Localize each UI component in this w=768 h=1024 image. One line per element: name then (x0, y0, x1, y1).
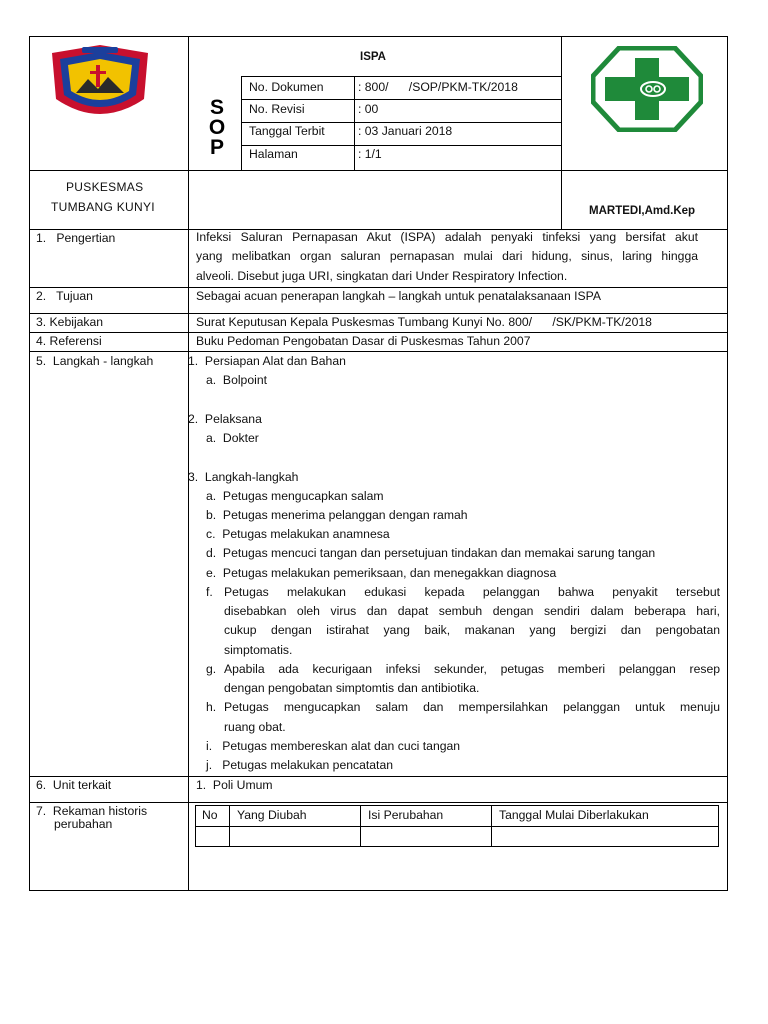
unit-text: 1. Poli Umum (196, 778, 273, 792)
field-grid-line (241, 76, 242, 171)
table-line (718, 805, 719, 847)
table-header-isi-perubahan: Isi Perubahan (368, 808, 444, 822)
step-h-line-1: Petugas mengucapkan salam dan mempersilahkan pelanggan untuk menuju (224, 700, 720, 714)
column-divider (188, 36, 189, 891)
langkah-group-2-title: 2. Pelaksana (188, 412, 262, 426)
border-top (29, 36, 728, 37)
regency-emblem-icon (46, 43, 154, 125)
langkah-group-3-title: 3. Langkah-langkah (188, 470, 299, 484)
svg-text:O: O (208, 116, 226, 139)
border-right (727, 36, 728, 891)
field-value-tanggal-terbit: : 03 Januari 2018 (358, 124, 453, 138)
step-f-line-3: cukup dengan istirahat yang baik, makanan yang bergizi dan pengobatan (224, 623, 720, 637)
step-f-marker: f. (206, 585, 213, 599)
field-value-no-dokumen: : 800/ /SOP/PKM-TK/2018 (358, 80, 518, 94)
table-line (229, 805, 230, 847)
section-label-rekaman-2: perubahan (54, 817, 113, 831)
field-label-no-dokumen: No. Dokumen (249, 80, 324, 94)
langkah-group-2-item: a. Dokter (206, 431, 259, 445)
step-f-line-1: Petugas melakukan edukasi kepada pelanggan bahwa penyakit tersebut (224, 585, 720, 599)
step-f-line-4: simptomatis. (224, 643, 293, 657)
row-line (29, 776, 728, 777)
pengertian-line-1: Infeksi Saluran Pernapasan Akut (ISPA) adalah penyaki tinfeksi yang bersifat akut (196, 230, 698, 244)
step-a: a. Petugas mengucapkan salam (206, 489, 384, 503)
step-g-marker: g. (206, 662, 217, 676)
field-value-halaman: : 1/1 (358, 147, 382, 161)
table-header-tanggal: Tanggal Mulai Diberlakukan (499, 808, 649, 822)
org-name-line1: PUSKESMAS (66, 180, 144, 194)
step-j: j. Petugas melakukan pencatatan (206, 758, 393, 772)
step-h-line-2: ruang obat. (224, 720, 286, 734)
field-grid-line (241, 122, 561, 123)
row-line (29, 802, 728, 803)
document-title: ISPA (360, 51, 386, 63)
section-label-kebijakan: 3. Kebijakan (36, 315, 104, 329)
table-header-no: No (202, 808, 218, 822)
header-row-line (29, 170, 728, 171)
row-line (29, 313, 728, 314)
svg-text:S: S (209, 98, 225, 119)
section-label-tujuan: 2. Tujuan (36, 289, 93, 303)
step-d: d. Petugas mencuci tangan dan persetujuan tindakan dan memakai sarung tangan (206, 546, 656, 560)
field-value-no-revisi: : 00 (358, 102, 379, 116)
signatory-name: MARTEDI,Amd.Kep (589, 205, 696, 217)
table-header-yang-diubah: Yang Diubah (237, 808, 307, 822)
step-c: c. Petugas melakukan anamnesa (206, 527, 390, 541)
kebijakan-text: Surat Keputusan Kepala Puskesmas Tumbang Kunyi No. 800/ /SK/PKM-TK/2018 (196, 315, 652, 329)
step-b: b. Petugas menerima pelanggan dengan ramah (206, 508, 468, 522)
step-h-marker: h. (206, 700, 217, 714)
row-line (29, 332, 728, 333)
table-line (195, 846, 719, 847)
section-label-langkah: 5. Langkah - langkah (36, 354, 154, 368)
table-line (360, 805, 361, 847)
field-grid-line (241, 76, 561, 77)
step-e: e. Petugas melakukan pemeriksaan, dan menegakkan diagnosa (206, 566, 557, 580)
step-i: i. Petugas membereskan alat dan cuci tangan (206, 739, 461, 753)
pengertian-line-3: alveoli. Disebut juga URI, singkatan dari Under Respiratory Infection. (196, 269, 568, 283)
svg-text:P: P (209, 136, 225, 154)
field-grid-line (241, 145, 561, 146)
step-g-line-2: dengan pengobatan simptomtis dan antibiotika. (224, 681, 480, 695)
border-left (29, 36, 30, 891)
table-line (195, 805, 719, 806)
border-bottom (29, 890, 728, 891)
section-label-referensi: 4. Referensi (36, 334, 102, 348)
pengertian-line-2: yang melibatkan organ saluran pernapasan mulai dari hidung, sinus, laring hingga (196, 249, 698, 263)
step-f-line-2: disebabkan oleh virus dan dapat sembuh dengan sendiri dalam beberapa hari, (224, 604, 720, 618)
field-label-halaman: Halaman (249, 147, 298, 161)
langkah-group-1-item: a. Bolpoint (206, 373, 267, 387)
section-label-rekaman-1: 7. Rekaman historis (36, 804, 148, 818)
field-label-no-revisi: No. Revisi (249, 102, 305, 116)
row-line (29, 287, 728, 288)
tujuan-text: Sebagai acuan penerapan langkah – langkah untuk penatalaksanaan ISPA (196, 289, 601, 303)
puskesmas-cross-icon (591, 46, 703, 132)
table-line (491, 805, 492, 847)
section-label-pengertian: 1. Pengertian (36, 231, 116, 245)
row-line (29, 351, 728, 352)
sop-stamp (196, 98, 238, 154)
langkah-group-1-title: 1. Persiapan Alat dan Bahan (188, 354, 346, 368)
table-line (195, 805, 196, 847)
field-grid-line (354, 76, 355, 171)
step-g-line-1: Apabila ada kecurigaan infeksi sekunder, petugas memberi pelanggan resep (224, 662, 720, 676)
field-grid-line (241, 99, 561, 100)
section-label-unit: 6. Unit terkait (36, 778, 112, 792)
table-line (195, 826, 719, 827)
header-right-divider (561, 36, 562, 229)
field-label-tanggal-terbit: Tanggal Terbit (249, 124, 325, 138)
org-name-line2: TUMBANG KUNYI (51, 200, 155, 214)
referensi-text: Buku Pedoman Pengobatan Dasar di Puskesmas Tahun 2007 (196, 334, 531, 348)
